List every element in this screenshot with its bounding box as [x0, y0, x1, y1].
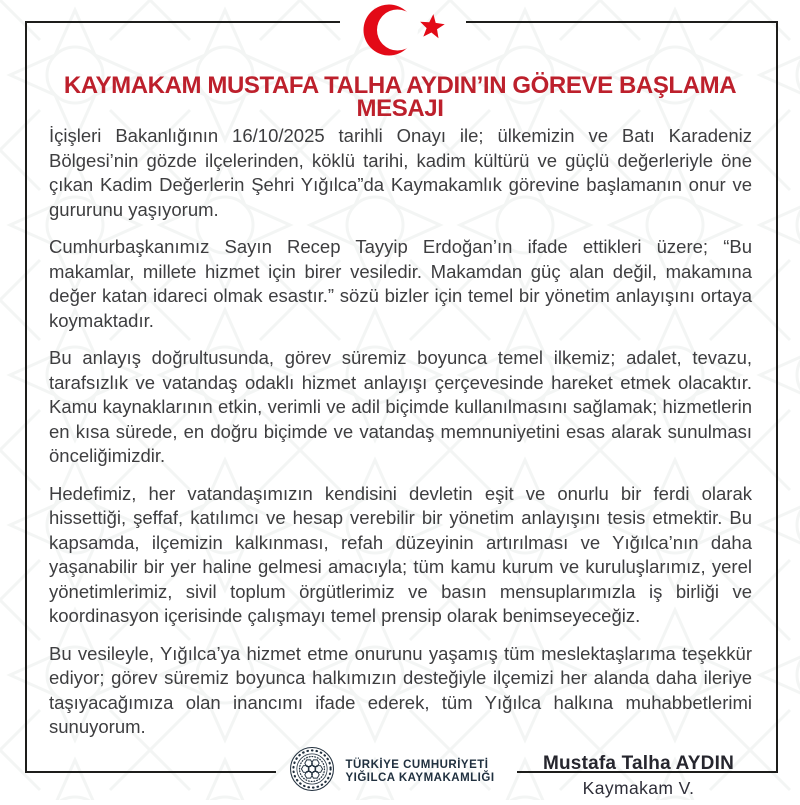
message-paragraph: İçişleri Bakanlığının 16/10/2025 tarihli Onayı ile; ülkemizin ve Batı Karadeniz Bölgesi’nin gözde ilçelerinden, köklü tarihi, kadim kültürü ve güçlü değerleriyle öne çıkan Kadim Değerlerin Şehri Yığılca”da Kaymakamlık görevine başlamanın onur ve gururunu yaşıyorum. [49, 125, 752, 220]
message-body [49, 124, 752, 799]
frame-border-top-left [25, 21, 340, 23]
footer-institution [0, 746, 792, 797]
footer-institution-line2: YIĞILCA KAYMAKAMLIĞI [345, 771, 495, 784]
page-title-line2: MESAJI [356, 95, 444, 123]
footer-institution-line1: TÜRKİYE CUMHURİYETİ [345, 758, 489, 771]
footer-institution-name [345, 759, 494, 785]
signature-role: Kaymakam V. [582, 777, 695, 798]
frame-border-top-right [466, 21, 778, 23]
message-paragraph: Cumhurbaşkanımız Sayın Recep Tayyip Erdoğan’ın ifade ettikleri üzere; “Bu makamlar, millete hizmet için birer vesiledir. Makamdan güç alan değil, makamına değer katan idareci olmak esastır.” sözü bizler için temel bir yönetim anlayışını ortaya koymaktadır. [49, 236, 752, 331]
message-paragraph: Hedefimiz, her vatandaşımızın kendisini devletin eşit ve onurlu bir ferdi olarak hissettiği, şeffaf, katılımcı ve hesap verebilir bir yönetim anlayışını tesis etmektir. Bu kapsamda, ilçemizin kalkınması, refah düzeyinin artırılması ve Yığılca’nın daha yaşanabilir bir yer haline gelmesi amacıyla; tüm kamu kurum ve kuruluşlarımız, yerel yönetimlerimiz, sivil toplum örgütlerimiz ve basın mensuplarımızla iş birliği ve koordinasyon içerisinde çalışmayı temel prensip olarak benimseyeceğiz. [49, 482, 752, 626]
signature-name: Mustafa Talha AYDIN [542, 752, 734, 774]
frame-border-right [776, 21, 778, 773]
message-paragraph: Bu anlayış doğrultusunda, görev süremiz boyunca temel ilkemiz; adalet, tevazu, tarafsızlık ve vatandaş odaklı hizmet anlayışı çerçevesinde hareket etmek olacaktır. Kamu kaynaklarının etkin, verimli ve adil biçimde kullanılmasını sağlamak; hizmetlerin en kısa sürede, en doğru biçimde ve vatandaş memnuniyetini esas alarak sunulması önceliğimizdir. [49, 347, 752, 466]
frame-border-left [25, 21, 27, 773]
message-paragraph: Bu vesileyle, Yığılca’ya hizmet etme onurunu yaşamış tüm meslektaşlarıma teşekkür ediyor; görev süremiz boyunca halkımızın desteğiyle ilçemizi her alanda daha ileriye taşıyacağımıza olan inancımı ifade ederek, tüm Yığılca halkına muhabbetlerimi sunuyorum. [49, 642, 752, 737]
crescent-star-icon [343, 2, 463, 58]
government-seal-icon [289, 746, 335, 797]
page-title [30, 72, 770, 123]
page-title-line1: KAYMAKAM MUSTAFA TALHA AYDIN’IN GÖREVE BAŞLAMA [63, 72, 737, 100]
